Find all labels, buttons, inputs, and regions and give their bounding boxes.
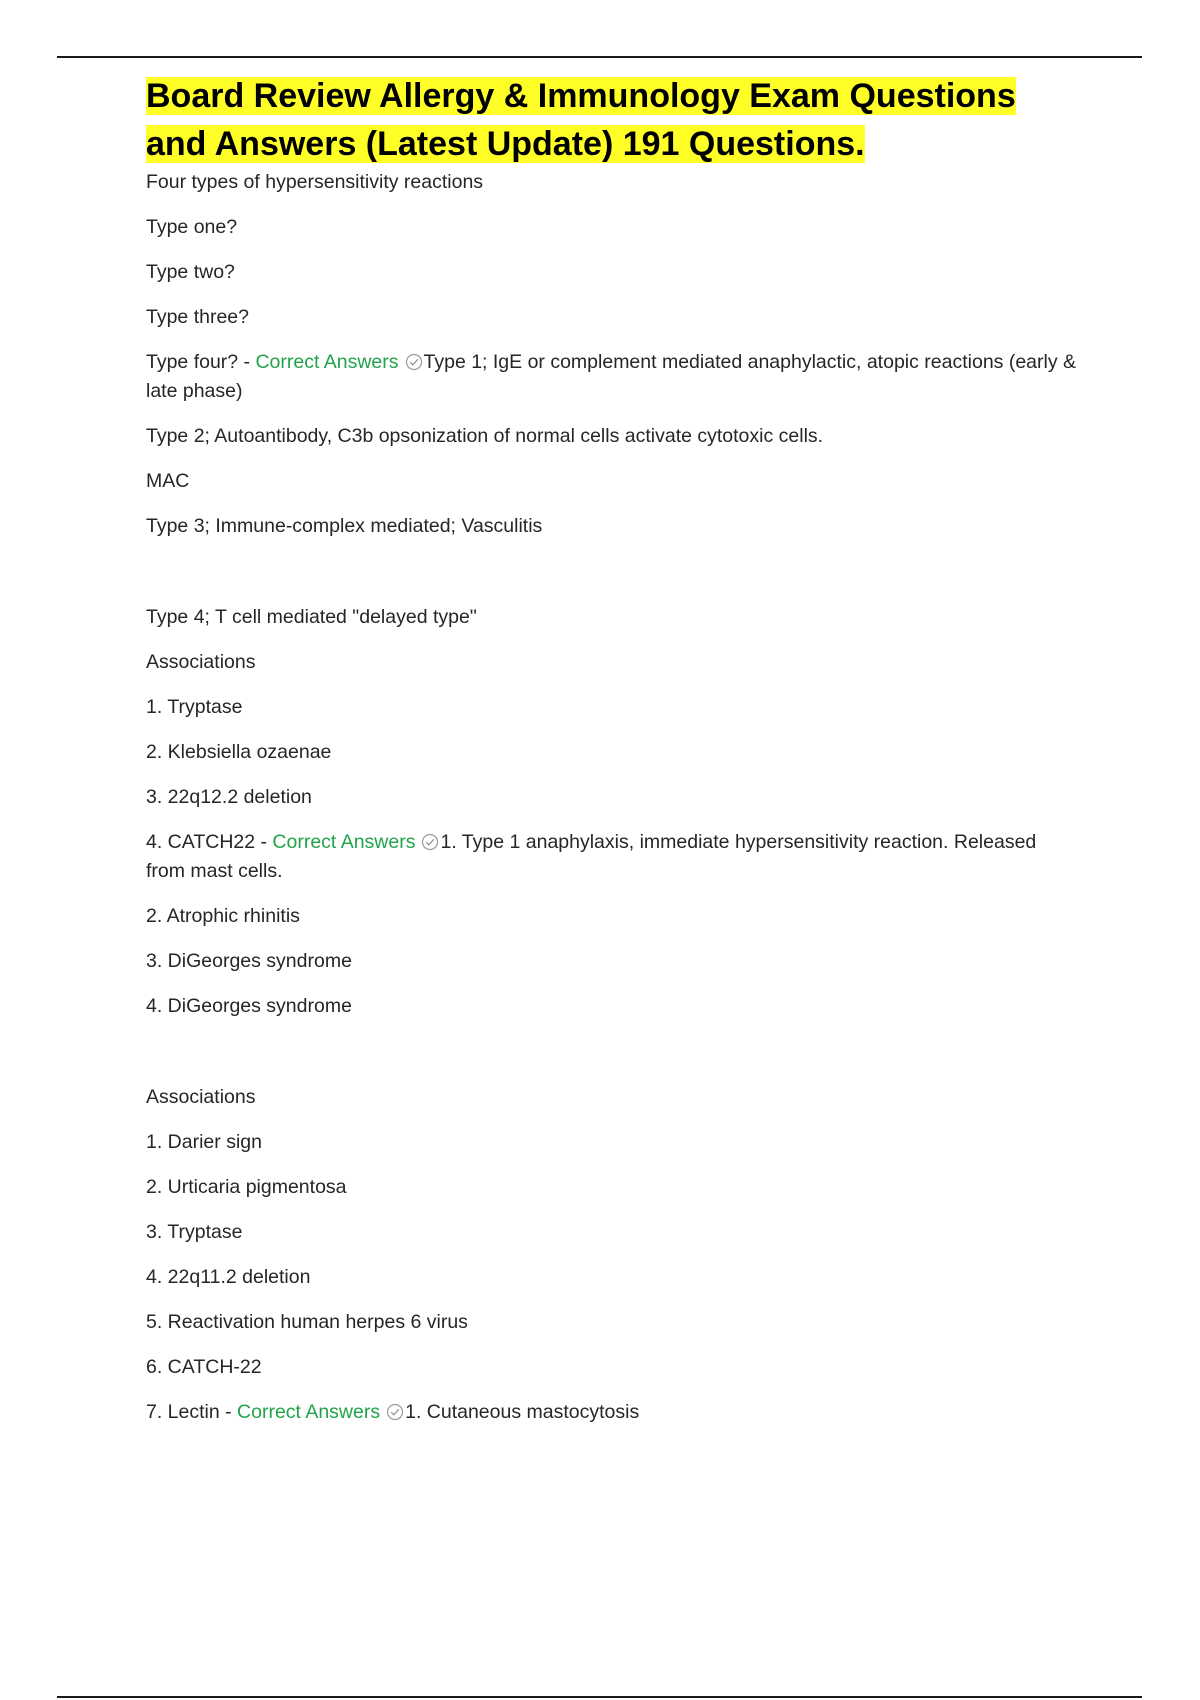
bottom-rule — [57, 1696, 1142, 1698]
check-circle-icon — [421, 833, 439, 851]
question-text: Type four? - — [146, 351, 256, 373]
question-with-answer — [146, 348, 1076, 406]
answer-line: 3. DiGeorges syndrome — [146, 950, 352, 972]
document-title — [146, 72, 1076, 168]
question-text: Four types of hypersensitivity reactions — [146, 171, 484, 193]
correct-answers-label: Correct Answers — [272, 831, 416, 853]
question-text: Type two? — [146, 261, 235, 283]
title-line-1: Board Review Allergy & Immunology Exam Questions — [146, 77, 1016, 115]
question-text: 2. Klebsiella ozaenae — [146, 741, 332, 763]
title-line-2: and Answers (Latest Update) 191 Questions. — [146, 125, 865, 163]
answer-text: 1. Type 1 anaphylaxis, immediate hypersensitivity reaction. Released from mast cells. — [146, 831, 1037, 882]
answer-line: Type 2; Autoantibody, C3b opsonization of normal cells activate cytotoxic cells. — [146, 425, 824, 447]
answer-line: 2. Atrophic rhinitis — [146, 905, 300, 927]
question-text: 6. CATCH-22 — [146, 1356, 262, 1378]
check-circle-icon — [386, 1403, 404, 1421]
answer-line: Type 4; T cell mediated "delayed type" — [146, 606, 477, 628]
correct-answers-label: Correct Answers — [255, 351, 399, 373]
correct-answers-label: Correct Answers — [237, 1401, 381, 1423]
question-with-answer — [146, 828, 1076, 886]
answer-line: MAC — [146, 470, 190, 492]
question-text: Type three? — [146, 306, 249, 328]
top-rule — [57, 56, 1142, 58]
question-text: Associations — [146, 651, 256, 673]
question-with-answer — [146, 1398, 1076, 1427]
answer-text: Type 1; IgE or complement mediated anaphylactic, atopic reactions (early & late phase) — [146, 351, 1077, 402]
check-circle-icon — [405, 353, 423, 371]
question-text: 4. 22q11.2 deletion — [146, 1266, 311, 1288]
answer-line: Type 3; Immune-complex mediated; Vasculitis — [146, 515, 543, 537]
question-text: 7. Lectin - — [146, 1401, 238, 1423]
question-text: 1. Tryptase — [146, 696, 243, 718]
question-text: Associations — [146, 1086, 256, 1108]
question-text: Type one? — [146, 216, 238, 238]
question-text: 4. CATCH22 - — [146, 831, 273, 853]
question-text: 1. Darier sign — [146, 1131, 262, 1153]
document-body — [146, 72, 1077, 1423]
question-text: 2. Urticaria pigmentosa — [146, 1176, 347, 1198]
question-text: 3. Tryptase — [146, 1221, 243, 1243]
answer-text: 1. Cutaneous mastocytosis — [405, 1401, 640, 1423]
answer-line: 4. DiGeorges syndrome — [146, 995, 352, 1017]
question-text: 3. 22q12.2 deletion — [146, 786, 312, 808]
question-text: 5. Reactivation human herpes 6 virus — [146, 1311, 468, 1333]
